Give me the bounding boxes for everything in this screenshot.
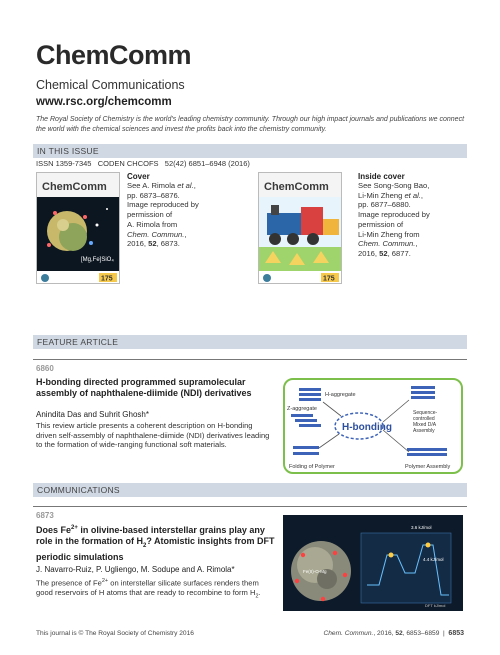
inside-cover-issue-number: 175 bbox=[323, 275, 335, 283]
ndi-assembly-diagram bbox=[285, 380, 461, 472]
cover-issue-number: 175 bbox=[101, 275, 113, 283]
issn-line: ISSN 1359-7345 CODEN CHCOFS 52(42) 6851–6948 (2016) bbox=[36, 159, 250, 168]
inside-cover-details: See Song-Song Bao, Li-Min Zheng et al., pp. 6877–6880. Image reproduced by permission of Li-Min Zheng from Chem. Commun., 2016, 52, 6877. bbox=[358, 181, 430, 258]
cover-title: Cover bbox=[127, 172, 150, 181]
in-this-issue-heading: IN THIS ISSUE bbox=[33, 144, 467, 158]
communications-heading: COMMUNICATIONS bbox=[33, 483, 467, 497]
cover-illustration bbox=[37, 173, 120, 284]
feature-title[interactable]: H-bonding directed programmed supramolecular assembly of naphthalene-diimide (NDI) derivatives bbox=[36, 377, 252, 398]
dft-grain-graphic bbox=[283, 515, 463, 611]
z-aggregate-label: Z-aggregate bbox=[287, 406, 317, 412]
footer-copyright: This journal is © The Royal Society of Chemistry 2016 bbox=[36, 630, 194, 637]
sequence-controlled-label: Sequence- controlled Mixed D/A Assembly bbox=[413, 410, 438, 434]
inside-cover-illustration bbox=[259, 173, 342, 284]
inside-cover-logo: ChemComm bbox=[264, 181, 329, 193]
communication-abstract: The presence of $Fe^{2+}$ on interstellar silicate surfaces renders them good reservoirs of H atoms that are ready to recombine to form $H_2$. bbox=[36, 578, 261, 600]
grain-surface-label: Fe(II)-O-Mg bbox=[303, 569, 327, 574]
hbonding-center-label: H-bonding bbox=[342, 422, 392, 433]
energy-label-2: 4.4 kJ/mol bbox=[423, 557, 444, 562]
communication-authors: J. Navarro-Ruiz, P. Ugliengo, M. Sodupe and A. Rimola* bbox=[36, 565, 235, 574]
feature-graphic bbox=[283, 378, 463, 474]
feature-page: 6860 bbox=[36, 364, 54, 373]
communication-title[interactable]: Does $Fe^{2+}$ in olivine-based interstellar grains play any role in the formation of $H_2$? Atomistic insights from DFT periodic simulations bbox=[36, 525, 275, 562]
feature-authors: Anindita Das and Suhrit Ghosh* bbox=[36, 410, 149, 419]
footer-page-number: 6853 bbox=[448, 630, 464, 637]
journal-url[interactable]: www.rsc.org/chemcomm bbox=[36, 96, 172, 108]
feature-abstract: This review article presents a coherent description on H-bonding driven self-assembly of naphthalene-diimide (NDI) derivatives leading to the formation of wide-ranging functional soft materials. bbox=[36, 421, 270, 450]
feature-article-heading: FEATURE ARTICLE bbox=[33, 335, 467, 349]
inside-cover-caption bbox=[358, 172, 458, 259]
energy-label-3: DFT kJ/mol bbox=[425, 603, 446, 608]
journal-title: ChemComm bbox=[36, 40, 192, 70]
h-aggregate-label: H-aggregate bbox=[325, 392, 356, 398]
journal-subtitle: Chemical Communications bbox=[36, 78, 185, 92]
cover-logo: ChemComm bbox=[42, 181, 107, 193]
communication-graphic bbox=[283, 515, 463, 611]
society-blurb: The Royal Society of Chemistry is the world's leading chemistry community. Through our high impact journals and publications we connect the world with the chemical sciences and invest the profits back into the chemistry community. bbox=[36, 116, 465, 133]
cover-image bbox=[36, 172, 120, 284]
communications-divider bbox=[33, 506, 467, 507]
footer-citation: Chem. Commun., 2016, 52, 6853–6859 | 6853 bbox=[323, 630, 464, 637]
cover-caption bbox=[127, 172, 215, 249]
feature-divider bbox=[33, 359, 467, 360]
folding-label: Folding of Polymer bbox=[289, 464, 335, 470]
energy-label-1: 3.6 kJ/mol bbox=[411, 525, 432, 530]
inside-cover-title: Inside cover bbox=[358, 172, 405, 181]
communication-page: 6873 bbox=[36, 511, 54, 520]
polymer-assembly-label: Polymer Assembly bbox=[405, 464, 451, 470]
cover-formula: [Mg,Fe]SiO₄ bbox=[81, 257, 114, 263]
cover-details: See A. Rimola et al., pp. 6873–6876. Image reproduced by permission of A. Rimola from Chem. Commun., 2016, 52, 6873. bbox=[127, 181, 199, 249]
inside-cover-image bbox=[258, 172, 342, 284]
